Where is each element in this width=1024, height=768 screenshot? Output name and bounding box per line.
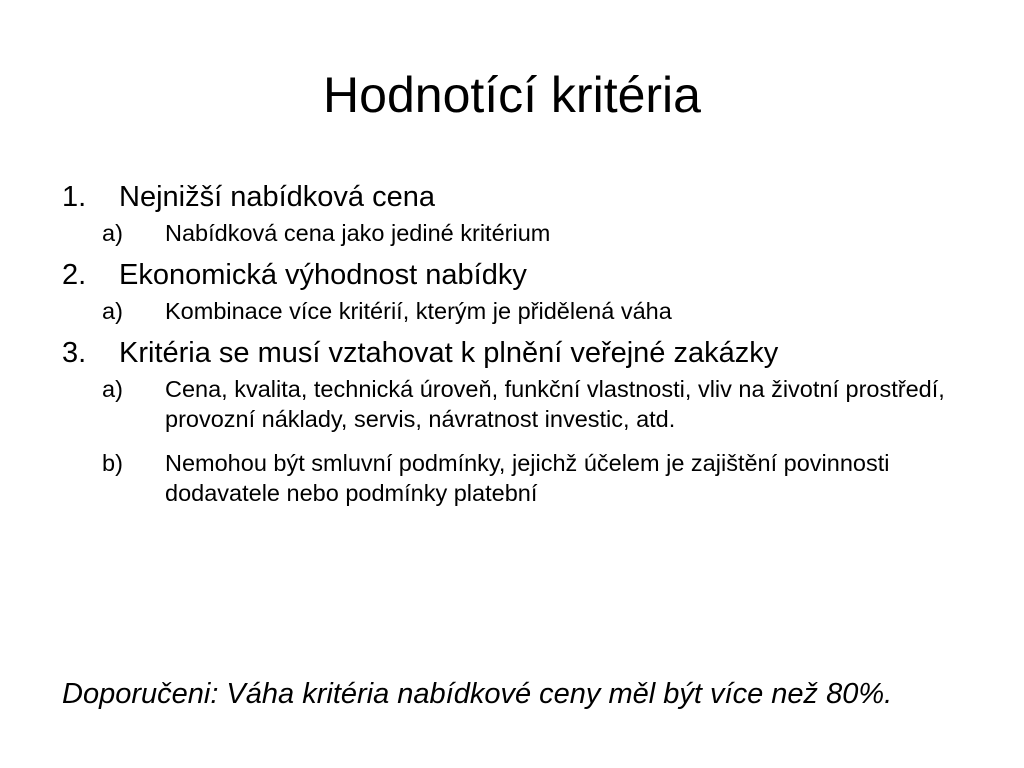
sub-item-text: Cena, kvalita, technická úroveň, funkční vlastnosti, vliv na životní prostředí, provozní náklady, servis, návratnost investic, atd. [165, 376, 945, 432]
sub-item-2a [102, 296, 972, 326]
list-item-text: Nejnižší nabídková cena [119, 181, 435, 213]
sub-item-text: Nemohou být smluvní podmínky, jejichž účelem je zajištění povinnosti dodavatele nebo podmínky platební [165, 450, 890, 506]
list-item-1 [62, 178, 972, 216]
sub-item-letter: b) [102, 450, 123, 476]
recommendation-note: Doporučeni: Váha kritéria nabídkové ceny měl být více než 80%. [62, 678, 893, 710]
sub-item-3b [102, 448, 972, 508]
criteria-list [62, 178, 972, 508]
list-number: 3. [62, 337, 87, 369]
sub-item-letter: a) [102, 376, 123, 402]
list-item-text: Ekonomická výhodnost nabídky [119, 259, 527, 291]
sub-item-1a [102, 218, 972, 248]
sub-item-text: Nabídková cena jako jediné kritérium [165, 220, 551, 246]
list-number: 1. [62, 181, 87, 213]
sub-item-text: Kombinace více kritérií, kterým je přidělená váha [165, 298, 672, 324]
sub-item-letter: a) [102, 220, 123, 246]
list-item-text: Kritéria se musí vztahovat k plnění veřejné zakázky [119, 337, 779, 369]
list-item-2 [62, 256, 972, 294]
list-number: 2. [62, 259, 87, 291]
list-item-3 [62, 334, 972, 372]
slide-title: Hodnotící kritéria [323, 67, 701, 123]
sub-item-letter: a) [102, 298, 123, 324]
sub-item-3a [102, 374, 972, 434]
